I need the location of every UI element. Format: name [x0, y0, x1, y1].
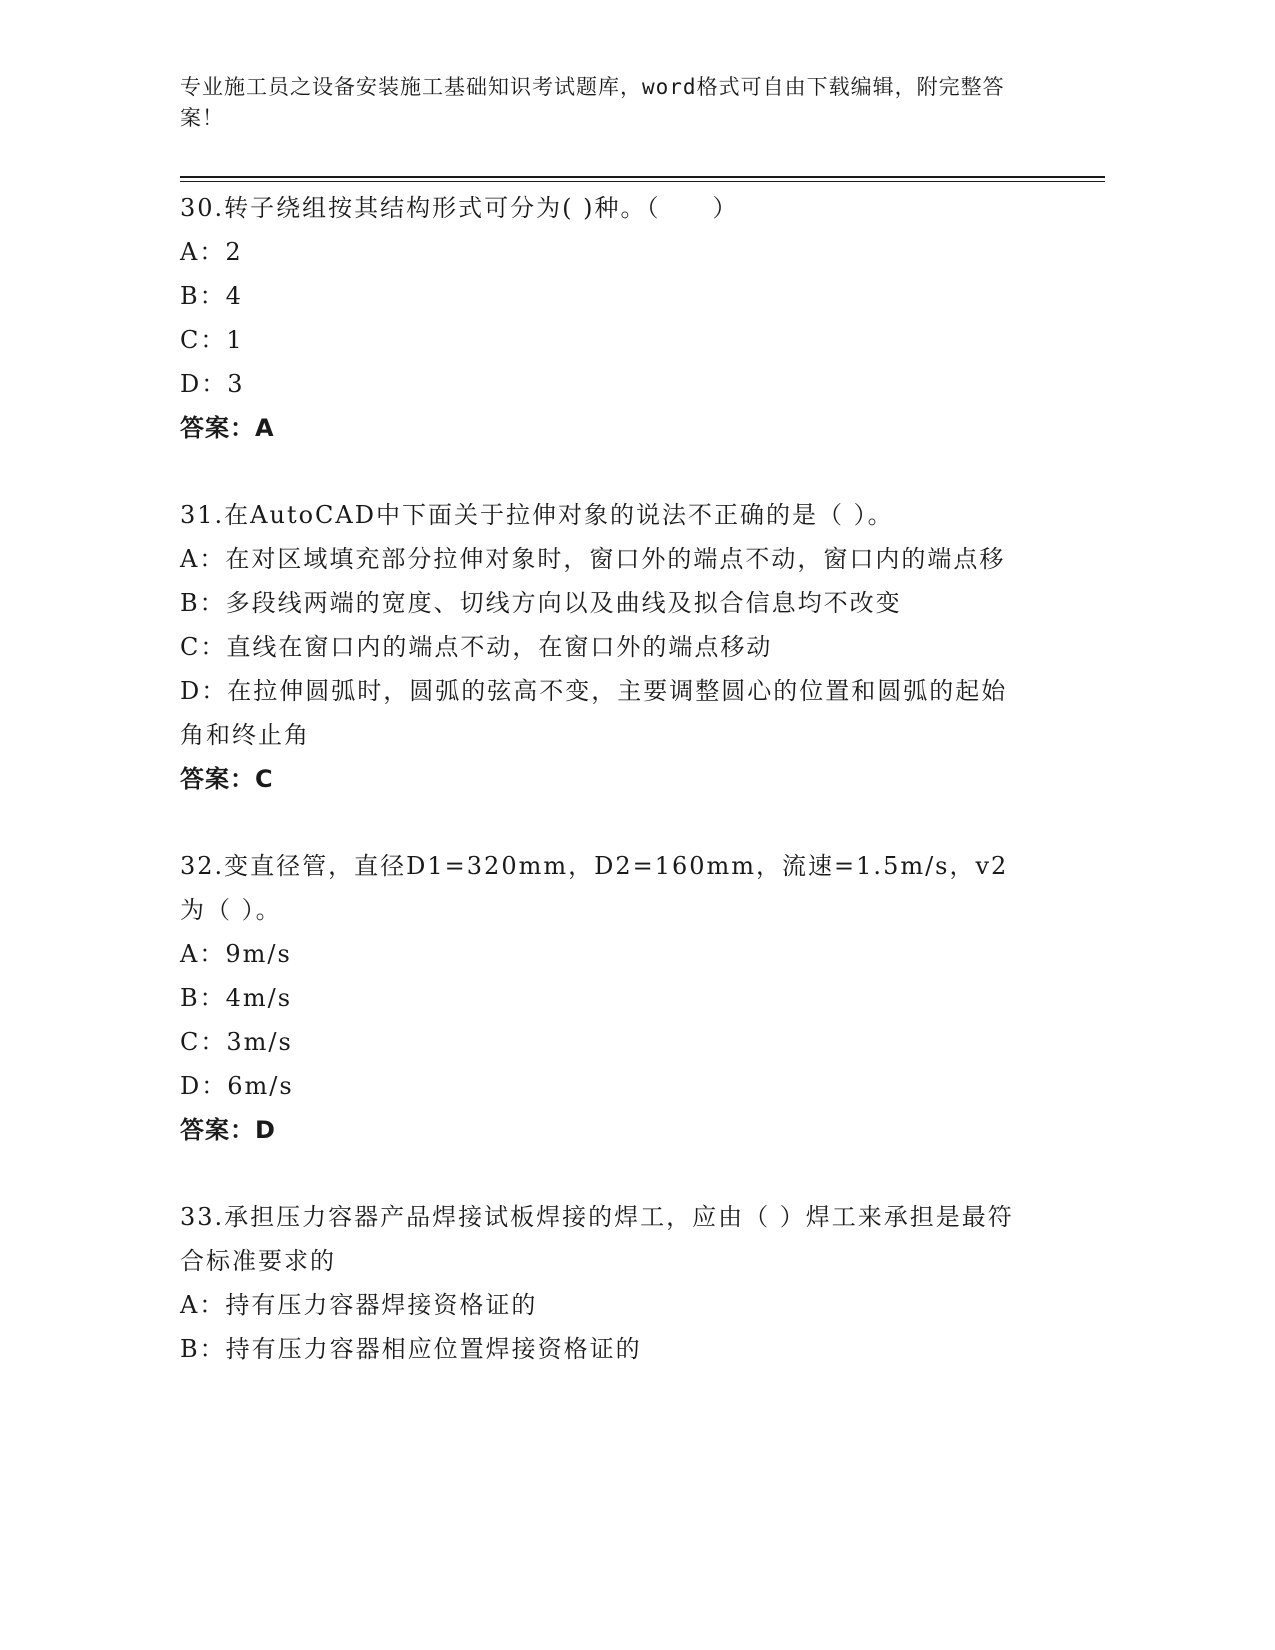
question-list — [180, 186, 1030, 1414]
option-d: D：6m/s — [180, 1072, 294, 1100]
question-text: 32.变直径管，直径D1=320mm，D2=160mm，流速=1.5m/s，v2为（ ）。 — [180, 852, 1009, 924]
question-text: 31.在AutoCAD中下面关于拉伸对象的说法不正确的是（ ）。 — [180, 501, 894, 529]
question-32 — [180, 844, 1030, 1152]
answer-label: 答案：C — [180, 765, 274, 793]
option-d: D：3 — [180, 370, 245, 398]
option-d: D：在拉伸圆弧时，圆弧的弦高不变，主要调整圆心的位置和圆弧的起始角和终止角 — [180, 677, 1008, 749]
option-c: C：1 — [180, 326, 244, 354]
header-divider-thick — [180, 176, 1105, 178]
question-31 — [180, 493, 1030, 801]
option-c: C：3m/s — [180, 1028, 293, 1056]
header-divider-thin — [180, 181, 1105, 182]
option-a: A：9m/s — [180, 940, 292, 968]
document-header: 专业施工员之设备安装施工基础知识考试题库，word格式可自由下载编辑，附完整答案！ — [180, 75, 1005, 130]
option-a: A：持有压力容器焊接资格证的 — [180, 1291, 538, 1319]
option-b: B：持有压力容器相应位置焊接资格证的 — [180, 1335, 642, 1363]
option-c: C：直线在窗口内的端点不动，在窗口外的端点移动 — [180, 633, 773, 661]
option-a: A：2 — [180, 238, 243, 266]
answer-label: 答案：D — [180, 1116, 276, 1144]
answer-label: 答案：A — [180, 414, 275, 442]
question-30 — [180, 186, 1030, 450]
question-text: 33.承担压力容器产品焊接试板焊接的焊工，应由（ ）焊工来承担是最符合标准要求的 — [180, 1203, 1014, 1275]
option-b: B：4m/s — [180, 984, 293, 1012]
option-b: B：4 — [180, 282, 243, 310]
question-33 — [180, 1195, 1030, 1371]
option-a: A：在对区域填充部分拉伸对象时，窗口外的端点不动，窗口内的端点移 — [180, 545, 1006, 573]
option-b: B：多段线两端的宽度、切线方向以及曲线及拟合信息均不改变 — [180, 589, 902, 617]
question-text: 30.转子绕组按其结构形式可分为( )种。（ ） — [180, 194, 739, 222]
